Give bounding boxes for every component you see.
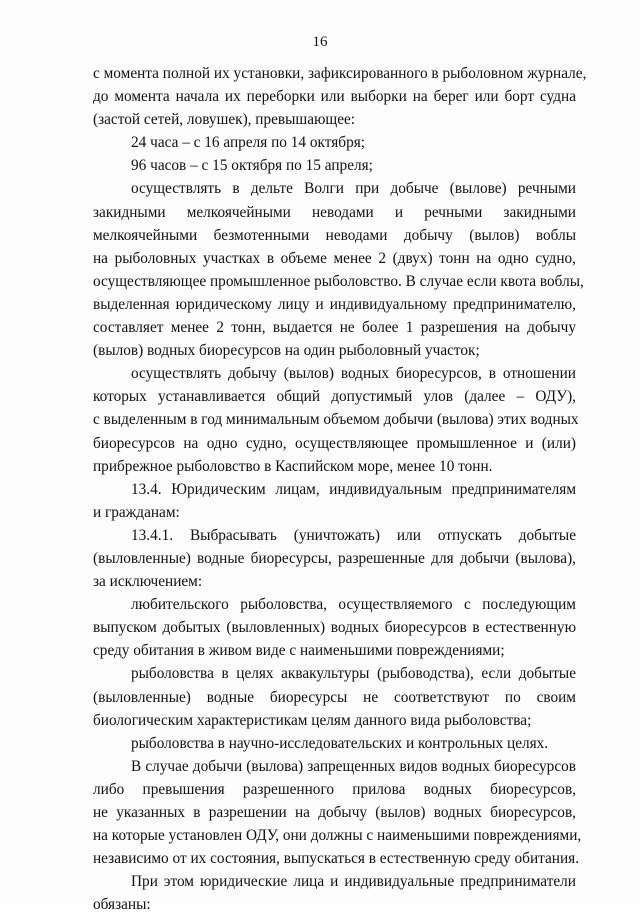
text-line: на которые установлен ОДУ, они должны с наименьшими повреждениями, xyxy=(93,827,582,845)
text-line: биологическим характеристикам целям данного вида рыболовства; xyxy=(93,711,532,729)
text-line: с момента полной их установки, зафиксированного в рыболовном журнале, xyxy=(93,65,587,82)
text-line: прибрежное рыболовство в Каспийском море, менее 10 тонн. xyxy=(93,457,493,475)
text-line: (выловленные) водные биоресурсы, разрешенные для добычи (вылова), xyxy=(93,549,576,567)
text-line: любительского рыболовства, осуществляемого с последующим xyxy=(131,596,576,614)
document-body xyxy=(93,62,587,916)
text-line: за исключением: xyxy=(93,573,203,591)
text-line: не указанных в разрешении на добычу (вылов) водных биоресурсов, xyxy=(93,804,576,821)
text-line: биоресурсов на одно судно, осуществляющее промышленное и (или) xyxy=(93,434,576,452)
text-line: 24 часа – с 16 апреля по 14 октября; xyxy=(131,134,366,152)
text-line: выделенная юридическому лицу и индивидуальному предпринимателю, xyxy=(93,295,576,313)
text-line: (выловленные) водные биоресурсы не соответствуют по своим xyxy=(93,688,576,706)
page-number: 16 xyxy=(312,34,328,50)
text-line: 13.4. Юридическим лицам, индивидуальным предпринимателям xyxy=(131,480,576,498)
text-line: с выделенным в год минимальным объемом добычи (вылова) этих водных xyxy=(93,411,579,429)
text-line: и гражданам: xyxy=(93,503,180,521)
text-line: до момента начала их переборки или выборки на берег или борт судна xyxy=(93,88,576,106)
text-line: мелкоячейными безмотенными неводами добычу (вылов) воблы xyxy=(93,226,576,244)
text-line: рыболовства в научно-исследовательских и контрольных целях. xyxy=(131,734,549,752)
text-line: среду обитания в живом виде с наименьшими повреждениями; xyxy=(93,642,505,660)
text-line: В случае добычи (вылова) запрещенных видов водных биоресурсов xyxy=(131,757,576,775)
text-line: осуществлять добычу (вылов) водных биоресурсов, в отношении xyxy=(131,365,576,383)
text-line: которых устанавливается общий допустимый улов (далее – ОДУ), xyxy=(93,388,576,406)
text-line: обязаны: xyxy=(93,896,151,914)
text-line: составляет менее 2 тонн, выдается не более 1 разрешения на добычу xyxy=(93,319,576,337)
text-line: осуществляющее промышленное рыболовство. В случае если квота воблы, xyxy=(93,272,584,290)
text-line: 13.4.1. Выбрасывать (уничтожать) или отпускать добытые xyxy=(131,526,576,544)
text-line: При этом юридические лица и индивидуальные предприниматели xyxy=(131,873,576,891)
text-line: закидными мелкоячейными неводами и речными закидными xyxy=(93,203,576,221)
text-line: (застой сетей, ловушек), превышающее: xyxy=(93,111,356,129)
text-line: осуществлять в дельте Волги при добыче (вылове) речными xyxy=(131,180,576,198)
text-line: рыболовства в целях аквакультуры (рыбоводства), если добытые xyxy=(131,665,576,683)
text-line: выпуском добытых (выловленных) водных биоресурсов в естественную xyxy=(93,619,576,637)
text-line: либо превышения разрешенного прилова водных биоресурсов, xyxy=(93,780,576,798)
text-line: (вылов) водных биоресурсов на один рыболовный участок; xyxy=(93,342,480,360)
text-line: на рыболовных участках в объеме менее 2 (двух) тонн на одно судно, xyxy=(93,249,576,267)
text-line: 96 часов – с 15 октября по 15 апреля; xyxy=(131,157,373,175)
text-line: независимо от их состояния, выпускаться в естественную среду обитания. xyxy=(93,850,580,868)
